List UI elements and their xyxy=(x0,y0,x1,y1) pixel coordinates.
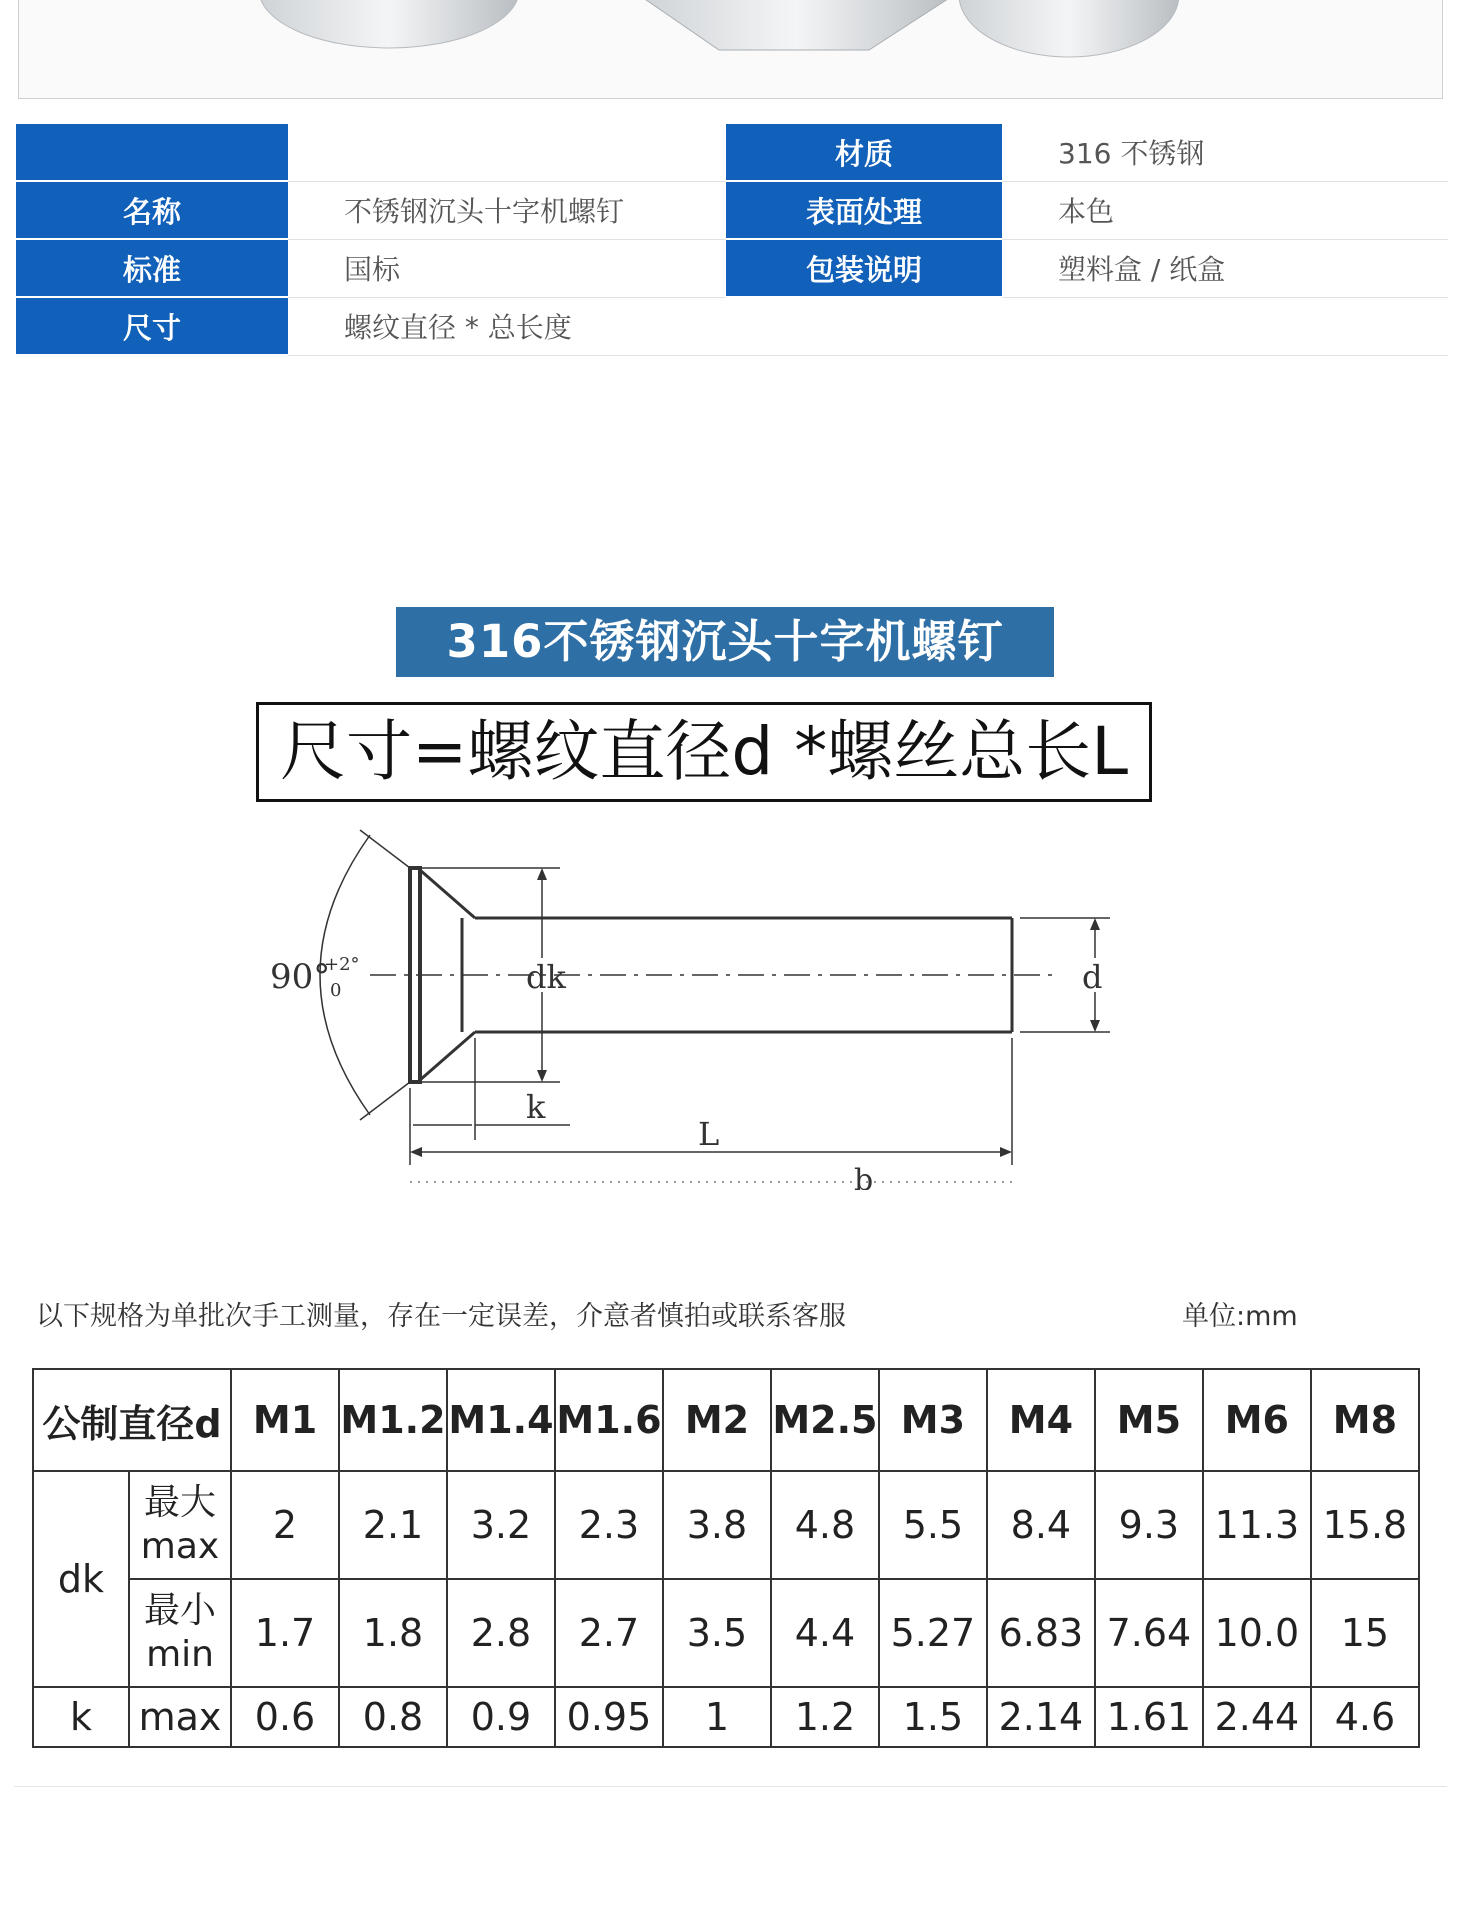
measurement-note: 以下规格为单批次手工测量，存在一定误差，介意者慎拍或联系客服 xyxy=(36,1301,846,1332)
spec-col-header: M4 xyxy=(987,1369,1095,1471)
b-label: b xyxy=(854,1163,874,1190)
dk-min-label-cn: 最小 xyxy=(144,1590,217,1631)
dk-label: dk xyxy=(526,958,566,996)
spec-cell: 4.6 xyxy=(1311,1687,1419,1747)
angle-tolerance-upper: +2° xyxy=(324,954,360,975)
info-value-material: 316 不锈钢 xyxy=(1002,124,1448,181)
info-label-packaging: 包装说明 xyxy=(726,239,1002,297)
info-row xyxy=(16,181,1448,239)
info-value xyxy=(288,124,726,181)
spec-col-header: M1.4 xyxy=(447,1369,555,1471)
info-value-size: 螺纹直径 * 总长度 xyxy=(288,297,726,355)
spec-cell: 11.3 xyxy=(1203,1471,1311,1579)
spec-cell: 1.8 xyxy=(339,1579,447,1687)
spec-cell: 5.27 xyxy=(879,1579,987,1687)
angle-label: 90° xyxy=(270,957,331,997)
spec-cell: 1.7 xyxy=(231,1579,339,1687)
spec-cell: 1.2 xyxy=(771,1687,879,1747)
k-row-label: k xyxy=(33,1687,129,1747)
spec-col-header: M2 xyxy=(663,1369,771,1471)
divider xyxy=(14,1786,1447,1787)
angle-tolerance-lower: 0 xyxy=(330,980,342,1001)
info-value-standard: 国标 xyxy=(288,239,726,297)
spec-cell: 2.7 xyxy=(555,1579,663,1687)
screw-dimension-diagram xyxy=(250,820,1130,1190)
spec-cell: 2.1 xyxy=(339,1471,447,1579)
spec-col-header: M3 xyxy=(879,1369,987,1471)
spec-cell: 2.3 xyxy=(555,1471,663,1579)
spec-header-row xyxy=(33,1369,1419,1471)
info-row xyxy=(16,124,1448,181)
spec-cell: 9.3 xyxy=(1095,1471,1203,1579)
spec-cell: 0.95 xyxy=(555,1687,663,1747)
product-title-banner: 316不锈钢沉头十字机螺钉 xyxy=(396,607,1054,677)
dk-min-label-en: min xyxy=(146,1634,214,1675)
spec-cell: 1 xyxy=(663,1687,771,1747)
spec-cell: 3.5 xyxy=(663,1579,771,1687)
info-value-finish: 本色 xyxy=(1002,181,1448,239)
info-empty-cell xyxy=(1002,297,1448,355)
spec-cell: 0.9 xyxy=(447,1687,555,1747)
spec-cell: 2 xyxy=(231,1471,339,1579)
info-label-size: 尺寸 xyxy=(16,297,288,355)
spec-col-header: M1.6 xyxy=(555,1369,663,1471)
spec-cell: 3.8 xyxy=(663,1471,771,1579)
spec-col-header: M5 xyxy=(1095,1369,1203,1471)
spec-col-header: M8 xyxy=(1311,1369,1419,1471)
spec-cell: 4.8 xyxy=(771,1471,879,1579)
screw-heads-image xyxy=(19,0,1442,98)
dk-max-label-en: max xyxy=(140,1526,220,1567)
spec-col-header: M1 xyxy=(231,1369,339,1471)
L-label: L xyxy=(698,1115,720,1153)
spec-table xyxy=(32,1368,1420,1748)
spec-cell: 15.8 xyxy=(1311,1471,1419,1579)
spec-cell: 7.64 xyxy=(1095,1579,1203,1687)
info-label-standard: 标准 xyxy=(16,239,288,297)
spec-cell: 1.61 xyxy=(1095,1687,1203,1747)
spec-cell: 5.5 xyxy=(879,1471,987,1579)
size-formula: 尺寸=螺纹直径d *螺丝总长L xyxy=(256,702,1152,802)
product-photo xyxy=(18,0,1443,99)
dk-max-label-cn: 最大 xyxy=(144,1482,217,1523)
spec-cell: 2.8 xyxy=(447,1579,555,1687)
spec-col-header: M6 xyxy=(1203,1369,1311,1471)
spec-row-k-max xyxy=(33,1687,1419,1747)
spec-cell: 6.83 xyxy=(987,1579,1095,1687)
spec-cell: 0.6 xyxy=(231,1687,339,1747)
k-max-label: max xyxy=(129,1687,231,1747)
info-label-finish: 表面处理 xyxy=(726,181,1002,239)
spec-cell: 15 xyxy=(1311,1579,1419,1687)
info-label xyxy=(16,124,288,181)
d-label: d xyxy=(1082,958,1103,996)
spec-cell: 2.14 xyxy=(987,1687,1095,1747)
spec-cell: 8.4 xyxy=(987,1471,1095,1579)
info-label-name: 名称 xyxy=(16,181,288,239)
info-value-packaging: 塑料盒 / 纸盒 xyxy=(1002,239,1448,297)
dk-row-label: dk xyxy=(33,1471,129,1687)
dk-min-label xyxy=(129,1579,231,1687)
product-info-table xyxy=(16,124,1448,356)
dk-max-label xyxy=(129,1471,231,1579)
info-row xyxy=(16,297,1448,355)
spec-col-header: M1.2 xyxy=(339,1369,447,1471)
info-row xyxy=(16,239,1448,297)
k-label: k xyxy=(526,1088,546,1126)
spec-header-label: 公制直径d xyxy=(33,1369,231,1471)
info-value-name: 不锈钢沉头十字机螺钉 xyxy=(288,181,726,239)
spec-cell: 2.44 xyxy=(1203,1687,1311,1747)
spec-col-header: M2.5 xyxy=(771,1369,879,1471)
unit-label: 单位:mm xyxy=(1182,1301,1298,1332)
spec-cell: 1.5 xyxy=(879,1687,987,1747)
spec-cell: 3.2 xyxy=(447,1471,555,1579)
spec-row-dk-min xyxy=(33,1579,1419,1687)
spec-cell: 4.4 xyxy=(771,1579,879,1687)
spec-cell: 0.8 xyxy=(339,1687,447,1747)
info-empty-cell xyxy=(726,297,1002,355)
info-label-material: 材质 xyxy=(726,124,1002,181)
spec-cell: 10.0 xyxy=(1203,1579,1311,1687)
spec-row-dk-max xyxy=(33,1471,1419,1579)
